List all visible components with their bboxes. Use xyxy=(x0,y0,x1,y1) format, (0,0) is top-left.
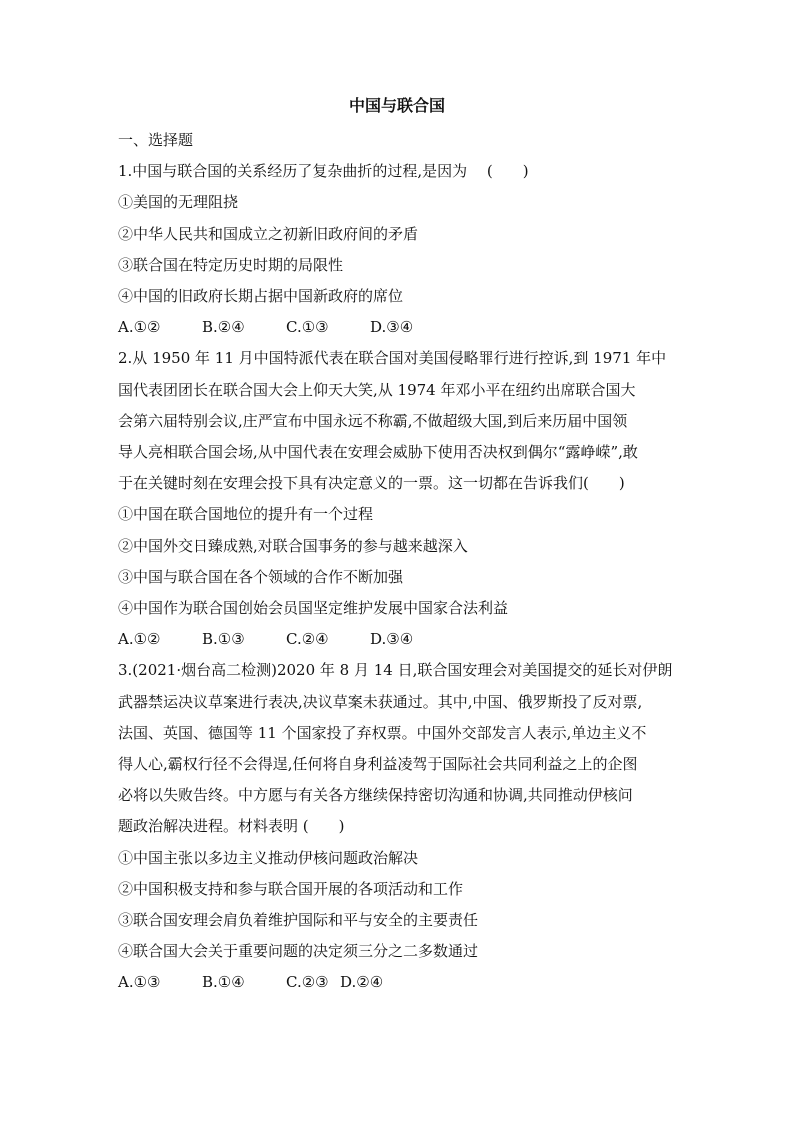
question-3-stem-line-6: 题政治解决进程。材料表明 ( ) xyxy=(118,817,345,836)
question-3-statement-2: ②中国积极支持和参与联合国开展的各项活动和工作 xyxy=(118,879,464,898)
question-1 xyxy=(118,156,678,343)
question-2-options xyxy=(118,624,678,655)
question-2-statement-4: ④中国作为联合国创始会员国坚定维护发展中国家合法利益 xyxy=(118,599,509,618)
question-3-stem-line-5: 必将以失败告终。中方愿与有关各方继续保持密切沟通和协调,共同推动伊核问 xyxy=(118,786,633,805)
question-3-statement-1: ①中国主张以多边主义推动伊核问题政治解决 xyxy=(118,848,419,867)
question-3-option-c[interactable]: C.②③ xyxy=(286,973,329,992)
question-3-stem-line-1: 3.(2021·烟台高二检测)2020 年 8 月 14 日,联合国安理会对美国提交的延长对伊朗 xyxy=(118,661,673,680)
question-3-stem-line-2: 武器禁运决议草案进行表决,决议草案未获通过。其中,中国、俄罗斯投了反对票, xyxy=(118,692,643,711)
question-2-stem-line-4: 导人亮相联合国会场,从中国代表在安理会威胁下使用否决权到偶尔“露峥嵘”,敢 xyxy=(118,443,638,462)
question-1-statement-3: ③联合国在特定历史时期的局限性 xyxy=(118,255,344,274)
question-1-option-c[interactable]: C.①③ xyxy=(286,318,329,337)
question-2 xyxy=(118,343,678,655)
question-3-stem-line-3: 法国、英国、德国等 11 个国家投了弃权票。中国外交部发言人表示,单边主义不 xyxy=(118,723,647,742)
document-title: 中国与联合国 xyxy=(348,96,445,115)
question-1-statement-2: ②中华人民共和国成立之初新旧政府间的矛盾 xyxy=(118,224,419,243)
question-2-stem-line-3: 会第六届特别会议,庄严宣布中国永远不称霸,不做超级大国,到后来历届中国领 xyxy=(118,411,628,430)
question-2-option-d[interactable]: D.③④ xyxy=(370,630,414,649)
question-1-stem: 1.中国与联合国的关系经历了复杂曲折的过程,是因为 ( ) xyxy=(118,162,529,181)
question-3-option-a[interactable]: A.①③ xyxy=(118,973,161,992)
question-3-stem-line-4: 得人心,霸权行径不会得逞,任何将自身利益凌驾于国际社会共同利益之上的企图 xyxy=(118,755,638,774)
question-1-options xyxy=(118,312,678,343)
question-3-statement-3: ③联合国安理会肩负着维护国际和平与安全的主要责任 xyxy=(118,911,479,930)
question-3-statement-4: ④联合国大会关于重要问题的决定须三分之二多数通过 xyxy=(118,942,479,961)
question-3-option-b[interactable]: B.①④ xyxy=(202,973,245,992)
question-2-stem-line-2: 国代表团团长在联合国大会上仰天大笑,从 1974 年邓小平在纽约出席联合国大 xyxy=(118,380,636,399)
question-2-statement-3: ③中国与联合国在各个领域的合作不断加强 xyxy=(118,567,404,586)
question-3-option-d[interactable]: D.②④ xyxy=(340,973,384,992)
question-2-option-b[interactable]: B.①③ xyxy=(202,630,245,649)
question-2-statement-2: ②中国外交日臻成熟,对联合国事务的参与越来越深入 xyxy=(118,536,468,555)
question-2-stem-line-5: 于在关键时刻在安理会投下具有决定意义的一票。这一切都在告诉我们( ) xyxy=(118,474,625,493)
question-3-options xyxy=(118,967,678,998)
question-2-statement-1: ①中国在联合国地位的提升有一个过程 xyxy=(118,505,374,524)
question-2-stem-line-1: 2.从 1950 年 11 月中国特派代表在联合国对美国侵略罪行进行控诉,到 1971 年中 xyxy=(118,349,667,368)
question-1-statement-1: ①美国的无理阻挠 xyxy=(118,193,239,212)
question-1-option-d[interactable]: D.③④ xyxy=(370,318,414,337)
question-3 xyxy=(118,655,678,998)
question-2-option-c[interactable]: C.②④ xyxy=(286,630,329,649)
section-heading: 一、选择题 xyxy=(118,131,194,149)
question-1-option-a[interactable]: A.①② xyxy=(118,318,161,337)
question-1-statement-4: ④中国的旧政府长期占据中国新政府的席位 xyxy=(118,287,404,306)
question-1-option-b[interactable]: B.②④ xyxy=(202,318,245,337)
question-2-option-a[interactable]: A.①② xyxy=(118,630,161,649)
document-body xyxy=(118,125,678,999)
